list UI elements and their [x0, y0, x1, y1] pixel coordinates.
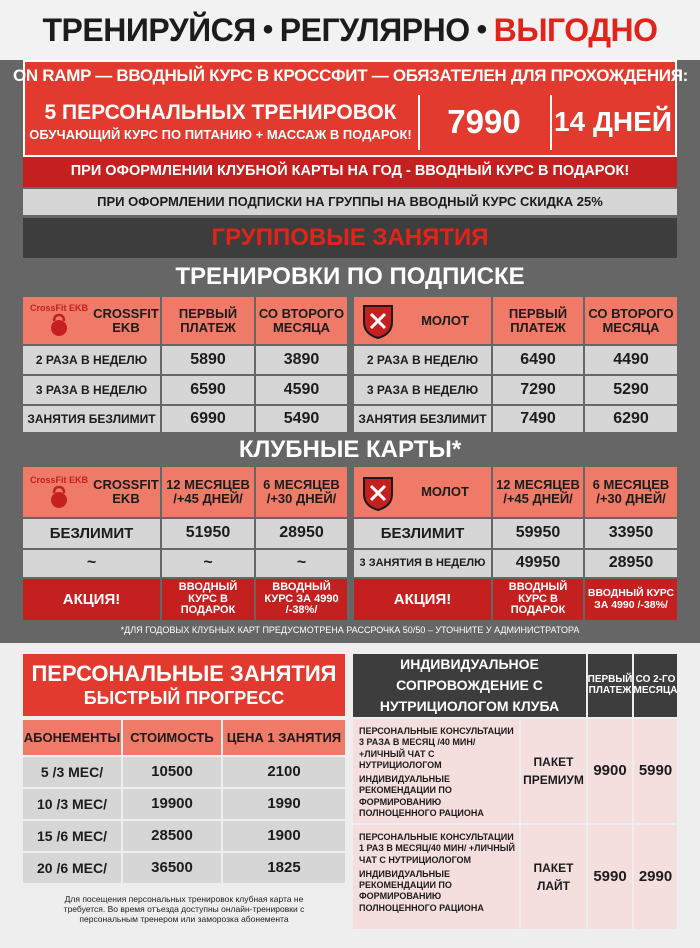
sub-left-row2-v1: 6590	[162, 376, 254, 404]
club-right-promo-v1: ВВОДНЫЙ КУРС В ПОДАРОК	[493, 579, 583, 620]
club-cards-title: КЛУБНЫЕ КАРТЫ*	[238, 436, 462, 464]
club-right-col2: 6 МЕСЯЦЕВ /+30 ДНЕЙ/	[585, 467, 677, 517]
personal-row3-plan: 15 /6 МЕС/	[23, 821, 121, 851]
club-left-promo-v1: ВВОДНЫЙ КУРС В ПОДАРОК	[162, 579, 254, 620]
sub-right-col2: СО ВТОРОГО МЕСЯЦА	[585, 297, 677, 344]
sub-right-row3-v1: 7490	[493, 406, 583, 432]
personal-header-plans: АБОНЕМЕНТЫ	[23, 720, 121, 755]
kettlebell-icon-2	[47, 485, 71, 509]
nutrition-premium-line1: ПЕРСОНАЛЬНЫЕ КОНСУЛЬТАЦИИ 3 РАЗА В МЕСЯЦ /40 МИН/ +ЛИЧНЫЙ ЧАТ С НУТРИЦИОЛОГОМ	[359, 726, 514, 770]
personal-row4-per: 1825	[223, 853, 345, 883]
personal-subtitle: БЫСТРЫЙ ПРОГРЕСС	[83, 688, 285, 709]
onramp-trainings	[28, 92, 413, 152]
club-right-gym-name: МОЛОТ	[421, 484, 469, 500]
sub-left-col1: ПЕРВЫЙ ПЛАТЕЖ	[162, 297, 254, 344]
onramp-line2: ОБУЧАЮЩИЙ КУРС ПО ПИТАНИЮ + МАССАЖ В ПОДАРОК!	[29, 127, 412, 143]
sub-right-col1: ПЕРВЫЙ ПЛАТЕЖ	[493, 297, 583, 344]
nutrition-lite-desc	[359, 832, 517, 914]
club-right-row1-v1: 59950	[493, 519, 583, 548]
nutrition-lite-line1: ПЕРСОНАЛЬНЫЕ КОНСУЛЬТАЦИИ 1 РАЗ В МЕСЯЦ/40 МИН/ +ЛИЧНЫЙ ЧАТ С НУТРИЦИОЛОГОМ	[359, 832, 516, 865]
sub-left-row1-v1: 5890	[162, 346, 254, 374]
nutrition-title: ИНДИВИДУАЛЬНОЕ СОПРОВОЖДЕНИЕ С НУТРИЦИОЛОГОМ КЛУБА	[353, 654, 586, 717]
personal-title: ПЕРСОНАЛЬНЫЕ ЗАНЯТИЯ	[31, 661, 337, 686]
personal-header-per-session: ЦЕНА 1 ЗАНЯТИЯ	[223, 720, 345, 755]
header-word-regular: РЕГУЛЯРНО	[279, 11, 470, 48]
personal-row4-cost: 36500	[123, 853, 221, 883]
club-left-row1-v2: 28950	[256, 519, 347, 548]
sub-left-col2: СО ВТОРОГО МЕСЯЦА	[256, 297, 347, 344]
club-left-col1: 12 МЕСЯЦЕВ /+45 ДНЕЙ/	[162, 467, 254, 517]
onramp-title: ON RAMP — ВВОДНЫЙ КУРС В КРОССФИТ — ОБЯЗАТЕЛЕН ДЛЯ ПРОХОЖДЕНИЯ:	[12, 66, 689, 86]
personal-row3-per: 1900	[223, 821, 345, 851]
installment-footnote: *ДЛЯ ГОДОВЫХ КЛУБНЫХ КАРТ ПРЕДУСМОТРЕНА РАССРОЧКА 50/50 – УТОЧНИТЕ У АДМИНИСТРАТОРА	[120, 625, 580, 636]
club-left-col2: 6 МЕСЯЦЕВ /+30 ДНЕЙ/	[256, 467, 347, 517]
club-left-promo-v2: ВВОДНЫЙ КУРС ЗА 4990 /-38%/	[256, 579, 347, 620]
sub-right-row1-v1: 6490	[493, 346, 583, 374]
club-right-row1-v2: 33950	[585, 519, 677, 548]
sub-right-row2-label: 3 РАЗА В НЕДЕЛЮ	[354, 376, 491, 404]
crossfit-logo-text-2: CrossFit EKB	[29, 475, 88, 485]
sub-left-gym-name: CROSSFIT EKB	[93, 305, 159, 335]
nutrition-premium-line2: ИНДИВИДУАЛЬНЫЕ РЕКОМЕНДАЦИИ ПО ФОРМИРОВАНИЮ ПОЛНОЦЕННОГО РАЦИОНА	[359, 774, 484, 818]
personal-row1-plan: 5 /3 МЕС/	[23, 757, 121, 787]
onramp-days: 14 ДНЕЙ	[554, 106, 672, 138]
club-left-row2-label: ~	[23, 550, 160, 577]
sub-right-row3-v2: 6290	[585, 406, 677, 432]
club-left-row2-v1: ~	[162, 550, 254, 577]
sub-left-row3-v2: 5490	[256, 406, 347, 432]
header-separator-2: •	[476, 13, 487, 46]
onramp-promo-group: ПРИ ОФОРМЛЕНИИ ПОДПИСКИ НА ГРУППЫ НА ВВОДНЫЙ КУРС СКИДКА 25%	[23, 189, 677, 215]
kettlebell-icon	[47, 313, 71, 337]
sub-left-row3-label: ЗАНЯТИЯ БЕЗЛИМИТ	[23, 406, 160, 432]
sub-right-row1-v2: 4490	[585, 346, 677, 374]
club-right-row2-label: 3 ЗАНЯТИЯ В НЕДЕЛЮ	[354, 550, 491, 577]
club-right-promo-label: АКЦИЯ!	[354, 579, 491, 620]
club-right-row1-label: БЕЗЛИМИТ	[354, 519, 491, 548]
poster-header	[0, 0, 700, 60]
personal-title-box	[23, 654, 345, 716]
club-right-promo-v2: ВВОДНЫЙ КУРС ЗА 4990 /-38%/	[585, 579, 677, 620]
sub-left-row1-label: 2 РАЗА В НЕДЕЛЮ	[23, 346, 160, 374]
nutrition-lite-v1: 5990	[588, 825, 632, 929]
molot-shield-icon-2	[360, 472, 396, 512]
club-left-row2-v2: ~	[256, 550, 347, 577]
club-left-row1-v1: 51950	[162, 519, 254, 548]
sub-right-gym-name: МОЛОТ	[421, 312, 469, 328]
crossfit-ekb-logo	[27, 300, 91, 340]
personal-row2-cost: 19900	[123, 789, 221, 819]
header-word-train: ТРЕНИРУЙСЯ	[42, 11, 256, 48]
nutrition-lite-v2: 2990	[634, 825, 677, 929]
molot-logo-2	[358, 470, 398, 514]
onramp-line1: 5 ПЕРСОНАЛЬНЫХ ТРЕНИРОВОК	[44, 101, 397, 125]
molot-logo	[358, 299, 398, 341]
sub-right-row1-label: 2 РАЗА В НЕДЕЛЮ	[354, 346, 491, 374]
club-left-gym-name: CROSSFIT EKB	[93, 477, 159, 506]
nutrition-col1: ПЕРВЫЙ ПЛАТЕЖ	[588, 654, 632, 717]
nutrition-premium-v2: 5990	[634, 719, 677, 823]
sub-right-row2-v1: 7290	[493, 376, 583, 404]
sub-left-row1-v2: 3890	[256, 346, 347, 374]
sub-left-row2-v2: 4590	[256, 376, 347, 404]
personal-row4-plan: 20 /6 МЕС/	[23, 853, 121, 883]
crossfit-ekb-logo-2	[27, 471, 91, 513]
onramp-price: 7990	[447, 102, 521, 140]
personal-row2-plan: 10 /3 МЕС/	[23, 789, 121, 819]
nutrition-premium-name: ПАКЕТ ПРЕМИУМ	[521, 719, 586, 823]
club-right-row2-v1: 49950	[493, 550, 583, 577]
personal-row2-per: 1990	[223, 789, 345, 819]
personal-row1-per: 2100	[223, 757, 345, 787]
club-left-promo-label: АКЦИЯ!	[23, 579, 160, 620]
sub-left-row2-label: 3 РАЗА В НЕДЕЛЮ	[23, 376, 160, 404]
personal-row1-cost: 10500	[123, 757, 221, 787]
personal-note: Для посещения персональных тренировок клубная карта не требуется. Во время отъезда доступны онлайн-тренировки с персональным тренером или заморозка абонемента	[63, 893, 305, 925]
nutrition-lite-name: ПАКЕТ ЛАЙТ	[521, 825, 586, 929]
nutrition-col2: СО 2-ГО МЕСЯЦА	[634, 654, 677, 717]
subscription-title: ТРЕНИРОВКИ ПО ПОДПИСКЕ	[175, 263, 525, 291]
nutrition-lite-line2: ИНДИВИДУАЛЬНЫЕ РЕКОМЕНДАЦИИ ПО ФОРМИРОВАНИЮ ПОЛНОЦЕННОГО РАЦИОНА	[359, 868, 484, 913]
personal-row3-cost: 28500	[123, 821, 221, 851]
molot-shield-icon	[360, 300, 396, 340]
personal-header-cost: СТОИМОСТЬ	[123, 720, 221, 755]
sub-right-row2-v2: 5290	[585, 376, 677, 404]
club-right-row2-v2: 28950	[585, 550, 677, 577]
club-left-row1-label: БЕЗЛИМИТ	[23, 519, 160, 548]
sub-right-row3-label: ЗАНЯТИЯ БЕЗЛИМИТ	[354, 406, 491, 432]
group-title: ГРУППОВЫЕ ЗАНЯТИЯ	[23, 218, 677, 258]
onramp-promo-year: ПРИ ОФОРМЛЕНИИ КЛУБНОЙ КАРТЫ НА ГОД - ВВОДНЫЙ КУРС В ПОДАРОК!	[23, 157, 677, 187]
nutrition-premium-v1: 9900	[588, 719, 632, 823]
header-word-profit: ВЫГОДНО	[493, 11, 658, 48]
crossfit-logo-text: CrossFit EKB	[29, 303, 88, 313]
nutrition-premium-desc	[359, 726, 517, 819]
sub-left-row3-v1: 6990	[162, 406, 254, 432]
header-separator: •	[262, 13, 273, 46]
club-right-col1: 12 МЕСЯЦЕВ /+45 ДНЕЙ/	[493, 467, 583, 517]
